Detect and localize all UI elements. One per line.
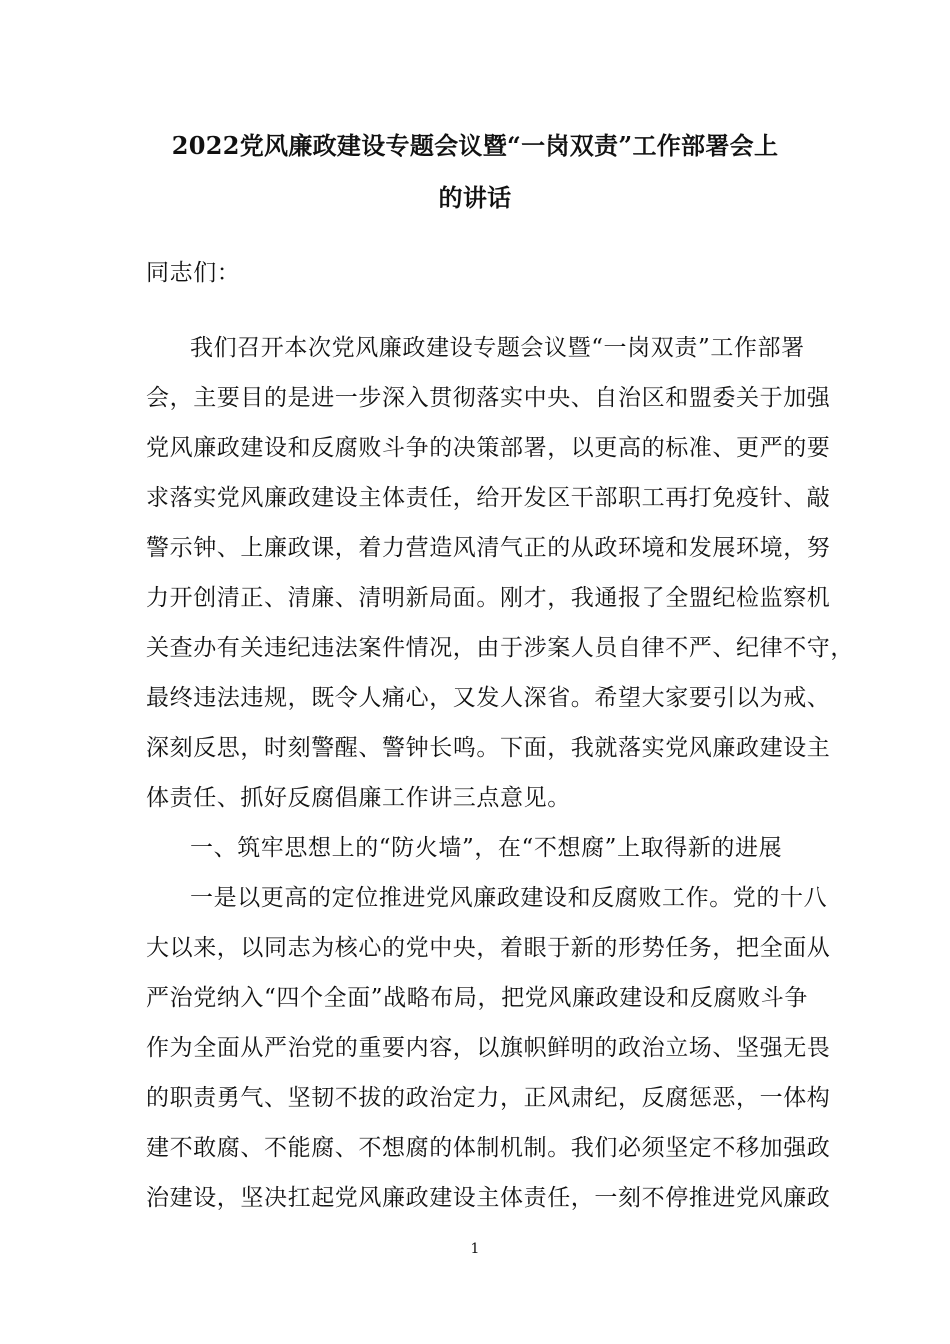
body-line: 深刻反思，时刻警醒、警钟长鸣。下面，我就落实党风廉政建设主 (146, 735, 831, 761)
body-line: 建不敢腐、不能腐、不想腐的体制机制。我们必须坚定不移加强政 (146, 1135, 831, 1161)
body-line: 一是以更高的定位推进党风廉政建设和反腐败工作。党的十八 (190, 885, 828, 911)
body-line: 的职责勇气、坚韧不拔的政治定力，正风肃纪，反腐惩恶，一体构 (146, 1085, 831, 1111)
document-title-line-1: 2022党风廉政建设专题会议暨“一岗双责”工作部署会上 (171, 131, 779, 160)
body-line: 警示钟、上廉政课，着力营造风清气正的从政环境和发展环境，努 (146, 535, 831, 561)
body-line: 体责任、抓好反腐倡廉工作讲三点意见。 (146, 785, 571, 811)
section-heading: 一、筑牢思想上的“防火墙”，在“不想腐”上取得新的进展 (190, 835, 783, 861)
body-line: 最终违法违规，既令人痛心，又发人深省。希望大家要引以为戒、 (146, 685, 831, 711)
body-line: 严治党纳入“四个全面”战略布局，把党风廉政建设和反腐败斗争 (146, 985, 808, 1011)
body-line: 作为全面从严治党的重要内容，以旗帜鲜明的政治立场、坚强无畏 (146, 1035, 831, 1061)
salutation: 同志们： (146, 260, 241, 286)
body-line: 求落实党风廉政建设主体责任，给开发区干部职工再打免疫针、敲 (146, 485, 831, 511)
document-title-line-2: 的讲话 (438, 183, 512, 212)
body-line: 关查办有关违纪违法案件情况，由于涉案人员自律不严、纪律不守， (146, 635, 854, 661)
body-line: 大以来，以同志为核心的党中央，着眼于新的形势任务，把全面从 (146, 935, 831, 961)
body-line: 治建设，坚决扛起党风廉政建设主体责任，一刻不停推进党风廉政 (146, 1185, 831, 1211)
page-number: 1 (470, 1241, 480, 1257)
body-line: 党风廉政建设和反腐败斗争的决策部署，以更高的标准、更严的要 (146, 435, 831, 461)
body-line: 会，主要目的是进一步深入贯彻落实中央、自治区和盟委关于加强 (146, 385, 831, 411)
body-line: 力开创清正、清廉、清明新局面。刚才，我通报了全盟纪检监察机 (146, 585, 831, 611)
body-line: 我们召开本次党风廉政建设专题会议暨“一岗双责”工作部署 (190, 335, 805, 361)
